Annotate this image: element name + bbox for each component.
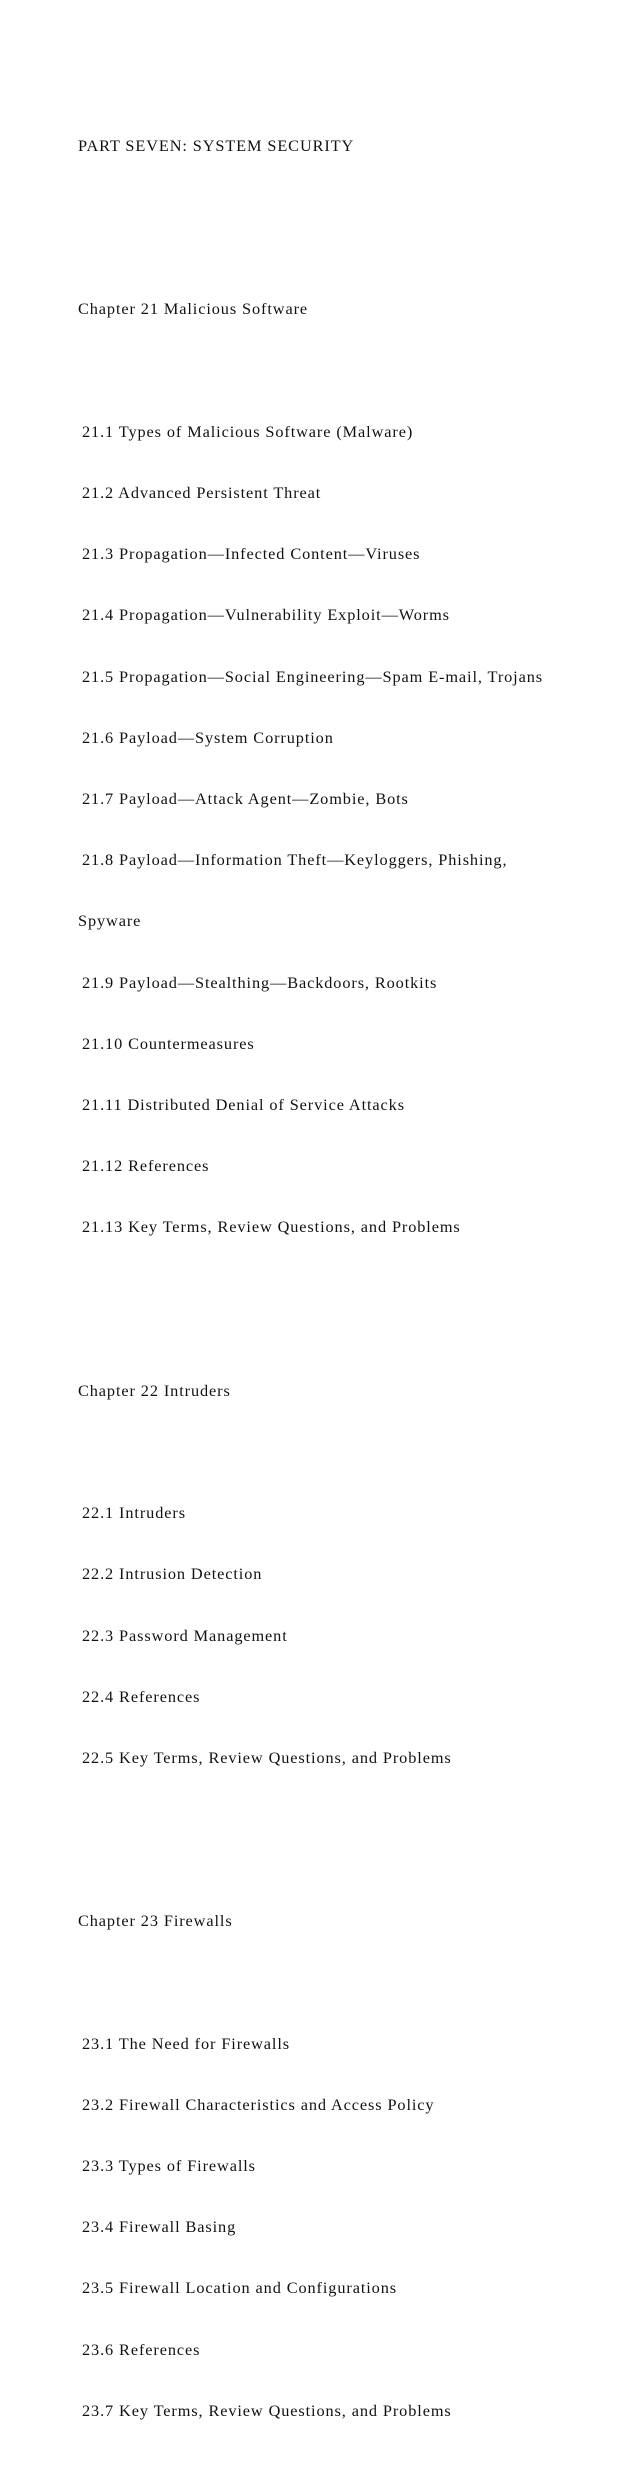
chapter-title: Chapter 22 Intruders [78, 1380, 231, 1400]
section-entry: 21.9 Payload—Stealthing—Backdoors, Rootkits [82, 972, 438, 992]
section-entry: 21.8 Payload—Information Theft—Keyloggers, Phishing, [82, 850, 508, 870]
section-entry: 22.5 Key Terms, Review Questions, and Problems [82, 1747, 452, 1767]
section-entry: 21.12 References [82, 1156, 210, 1176]
spacer [78, 361, 578, 381]
section-entry: 21.10 Countermeasures [82, 1033, 255, 1053]
chapter-title: Chapter 23 Firewalls [78, 1911, 233, 1931]
section-entry: 23.3 Types of Firewalls [82, 2155, 256, 2175]
section-entry: 21.6 Payload—System Corruption [82, 727, 334, 747]
section-entry: 21.3 Propagation—Infected Content—Viruses [82, 544, 421, 564]
spacer [78, 1972, 578, 1992]
section-entry: 22.3 Password Management [82, 1625, 288, 1645]
section-entry: 21.1 Types of Malicious Software (Malware) [82, 421, 414, 441]
section-entry: 23.7 Key Terms, Review Questions, and Problems [82, 2400, 452, 2420]
section-entry: 21.5 Propagation—Social Engineering—Spam E-mail, Trojans [82, 666, 544, 686]
section-entry: 21.11 Distributed Denial of Service Attacks [82, 1095, 405, 1115]
spacer [78, 197, 578, 217]
section-entry: 21.2 Advanced Persistent Threat [82, 483, 322, 503]
spacer [78, 1279, 578, 1299]
section-entry: 21.13 Key Terms, Review Questions, and Problems [82, 1217, 461, 1237]
spacer [78, 1442, 578, 1462]
chapter-title: Chapter 21 Malicious Software [78, 299, 309, 319]
section-entry: 23.6 References [82, 2339, 201, 2359]
section-entry: 22.4 References [82, 1686, 201, 1706]
table-of-contents [78, 75, 578, 2482]
spacer [78, 1809, 578, 1829]
section-entry: 21.7 Payload—Attack Agent—Zombie, Bots [82, 789, 409, 809]
section-entry: 21.4 Propagation—Vulnerability Exploit—Worms [82, 605, 450, 625]
section-entry: 23.2 Firewall Characteristics and Access Policy [82, 2094, 435, 2114]
section-entry: 23.5 Firewall Location and Configurations [82, 2278, 397, 2298]
section-entry: 22.1 Intruders [82, 1503, 186, 1523]
section-entry-continuation: Spyware [78, 911, 142, 931]
section-entry: 23.1 The Need for Firewalls [82, 2033, 291, 2053]
part-title: PART SEVEN: SYSTEM SECURITY [78, 136, 355, 156]
section-entry: 23.4 Firewall Basing [82, 2217, 237, 2237]
section-entry: 22.2 Intrusion Detection [82, 1564, 263, 1584]
